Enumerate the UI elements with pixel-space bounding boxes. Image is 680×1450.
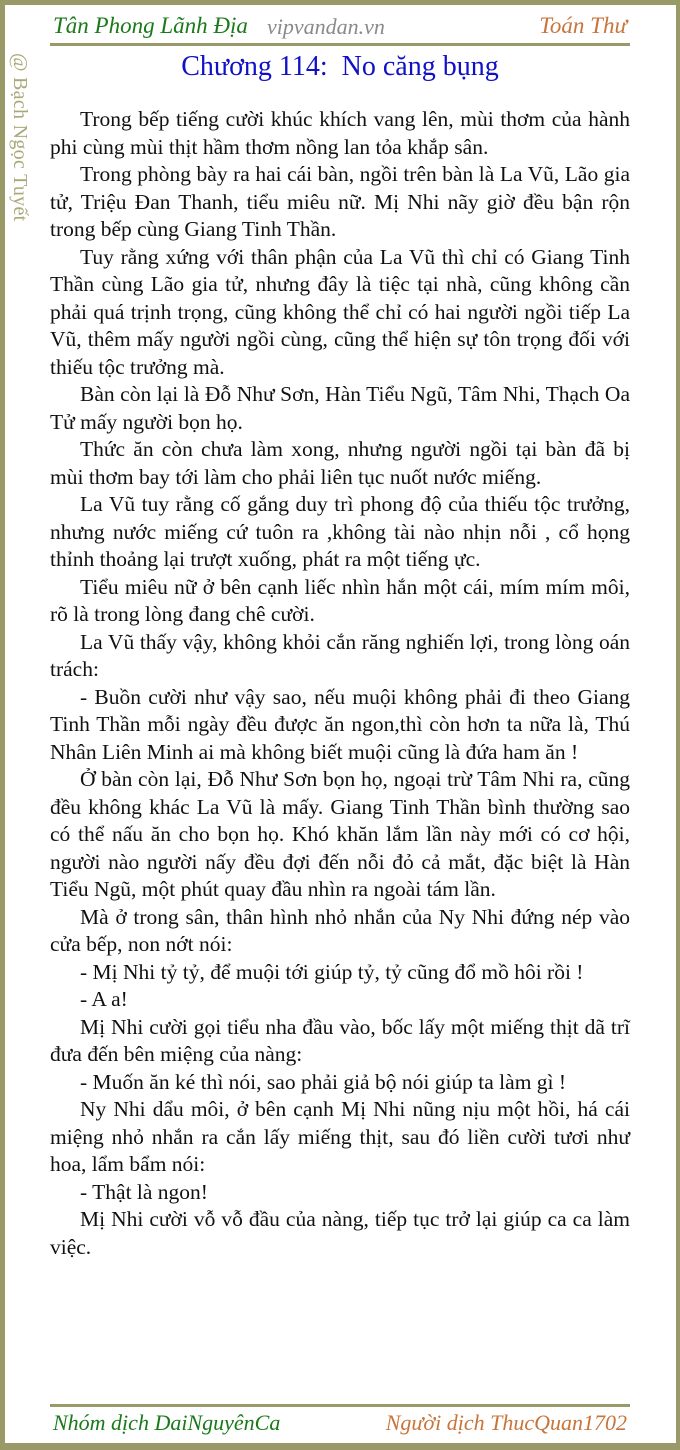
paragraph: - Thật là ngon! xyxy=(80,1179,208,1204)
paragraph: Trong phòng bày ra hai cái bàn, ngồi trên bàn là La Vũ, Lão gia tử, Triệu Đan Thanh, tiểu miêu nữ. Mị Nhi nãy giờ đều bận rộn trong bếp cùng Giang Tinh Thần. xyxy=(50,162,630,241)
paragraph: La Vũ tuy rằng cố gắng duy trì phong độ của thiếu tộc trưởng, nhưng nước miếng cứ tuôn ra ,không tài nào nhịn nỗi , cổ họng thỉnh thoảng lại trượt xuống, phát ra một tiếng ực. xyxy=(50,492,630,571)
group-credit: Nhóm dịch DaiNguyênCa xyxy=(53,1410,281,1435)
paragraph: - A a! xyxy=(80,987,128,1011)
footer xyxy=(50,1410,630,1440)
paragraph: Mị Nhi cười gọi tiểu nha đầu vào, bốc lấy một miếng thịt dã trĩ đưa đến bên miệng của nàng: xyxy=(50,1014,630,1066)
chapter-body xyxy=(50,106,630,1261)
chapter-title: Chương 114: No căng bụng xyxy=(181,51,499,82)
paragraph: Ở bàn còn lại, Đỗ Như Sơn bọn họ, ngoại trừ Tâm Nhi ra, cũng đều không khác La Vũ là mấy. Giang Tinh Thần bình thường sao có thể nấu ăn cho bọn họ. Khó khăn lắm lần này mới có cơ hội, người nào người nấy đều đợi đến nỗi đỏ cả mắt, đặc biệt là Hàn Tiểu Ngũ, một phút quay đầu nhìn ra ngoài tám lần. xyxy=(50,767,630,901)
side-credit: @ Bạch Ngọc Tuyết xyxy=(9,53,31,222)
paragraph: Mị Nhi cười vỗ vỗ đầu của nàng, tiếp tục trở lại giúp ca ca làm việc. xyxy=(50,1207,630,1259)
paragraph: - Muốn ăn ké thì nói, sao phải giả bộ nói giúp ta làm gì ! xyxy=(80,1069,567,1094)
paragraph: Thức ăn còn chưa làm xong, nhưng người ngồi tại bàn đã bị mùi thơm bay tới làm cho phải liên tục nuốt nước miếng. xyxy=(50,437,630,489)
paragraph: Tiểu miêu nữ ở bên cạnh liếc nhìn hắn một cái, mím mím môi, rõ là trong lòng đang chê cười. xyxy=(50,574,630,626)
paragraph: - Buồn cười như vậy sao, nếu muội không phải đi theo Giang Tinh Thần mỗi ngày đều được ăn ngon,thì còn hơn ta nữa là, Thú Nhân Liên Minh ai mà không biết muội cũng là đứa ham ăn ! xyxy=(50,684,630,764)
footer-divider xyxy=(50,1404,630,1407)
page xyxy=(5,5,676,1443)
genre-label: Toán Thư xyxy=(539,13,627,38)
header-divider xyxy=(50,43,630,46)
paragraph: - Mị Nhi tỷ tỷ, để muội tới giúp tỷ, tỷ cũng đổ mồ hôi rồi ! xyxy=(80,959,584,984)
paragraph: La Vũ thấy vậy, không khỏi cắn răng nghiến lợi, trong lòng oán trách: xyxy=(50,629,630,681)
paragraph: Bàn còn lại là Đỗ Như Sơn, Hàn Tiểu Ngũ, Tâm Nhi, Thạch Oa Tử mấy người bọn họ. xyxy=(50,382,630,434)
translator-credit: Người dịch ThucQuan1702 xyxy=(385,1410,627,1435)
site-title: Tân Phong Lãnh Địa xyxy=(53,13,248,38)
header xyxy=(50,13,630,43)
paragraph: Ny Nhi dẩu môi, ở bên cạnh Mị Nhi nũng nịu một hồi, há cái miệng nhỏ nhắn ra cắn lấy miếng thịt, sau đó liền cười tươi như hoa, lẩm bẩm nói: xyxy=(50,1097,630,1176)
site-url: vipvandan.vn xyxy=(267,14,385,39)
paragraph: Mà ở trong sân, thân hình nhỏ nhắn của Ny Nhi đứng nép vào cửa bếp, non nớt nói: xyxy=(50,904,630,956)
paragraph: Trong bếp tiếng cười khúc khích vang lên, mùi thơm của hành phi cùng mùi thịt hầm thơm nồng lan tỏa khắp sân. xyxy=(50,107,630,159)
paragraph: Tuy rằng xứng với thân phận của La Vũ thì chỉ có Giang Tinh Thần cùng Lão gia tử, nhưng đây là tiệc tại nhà, cũng không cần phải quá trịnh trọng, cũng không thể chỉ có hai người ngồi tiếp La Vũ, thêm mấy người ngồi cùng, cũng thể hiện sự tôn trọng đối với thiếu tộc trưởng mà. xyxy=(50,244,630,379)
